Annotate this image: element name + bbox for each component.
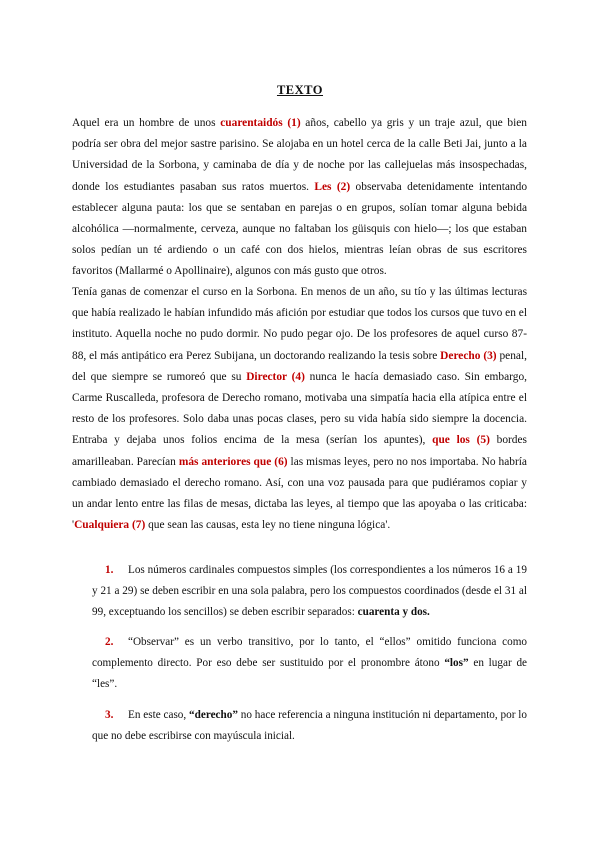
note-body xyxy=(92,632,527,695)
note-bold: cuarenta y dos. xyxy=(357,606,430,618)
error-mark-6: más anteriores que (6) xyxy=(178,455,288,468)
note-item-2 xyxy=(72,632,527,695)
text-run: que sean las causas, esta ley no tiene ninguna lógica'. xyxy=(145,519,391,532)
paragraph-1 xyxy=(72,113,527,283)
error-mark-2: Les (2) xyxy=(314,180,351,193)
note-number: 2. xyxy=(105,636,114,648)
note-text: Los números cardinales compuestos simples (los correspondientes a los números 16 a 19 y 21 a 29) se deben escribir en una sola palabra, pero los compuestos coordinados (desde el 31 al 99, exceptuando los sencillos) se deben escribir separados: xyxy=(92,564,527,618)
text-run: las mismas leyes, pero no nos importaba. No habría cambiado demasiado el derecho romano. Así, con una voz pausada para que pudiéramos copiar y un andar lento entre las filas de mesas, dictaba las leyes, al tiempo que las apoyaba o las criticaba: ' xyxy=(72,455,527,532)
note-item-3 xyxy=(72,705,527,747)
text-run: Tenía ganas de comenzar el curso en la Sorbona. En menos de un año, su tío y las últimas lecturas que había realizado le habían infundido más afición por estudiar que todos los cursos que tuvo en el instituto. Aquella noche no pudo dormir. No pudo pegar ojo. De los profesores de aquel curso 87-88, el más antipático era Perez Subijana, un doctorando realizando la tesis sobre xyxy=(72,286,527,362)
note-number: 1. xyxy=(105,564,114,576)
text-run: penal, del que siempre se rumoreó que su xyxy=(72,349,527,383)
note-text: En este caso, xyxy=(128,709,190,721)
note-number: 3. xyxy=(105,709,114,721)
text-run: Aquel era un hombre de unos xyxy=(72,117,221,129)
note-bold: “los” xyxy=(444,657,469,669)
note-after: no hace referencia a ninguna institución ni departamento, por lo que no debe escribirse con mayúscula inicial. xyxy=(92,709,527,742)
note-body xyxy=(92,560,527,623)
error-mark-7: Cualquiera (7) xyxy=(74,519,146,532)
text-run: nunca le hacía demasiado caso. Sin embargo, Carme Ruscalleda, profesora de Derecho romano, motivaba una simpatía hacia ella atípica entre el resto de los profesores. Solo daba unas pocas clases, pero su vida había sido siempre la docencia. Entraba y dejaba unos folios encima de la mesa (serían los apuntes), xyxy=(72,370,527,447)
note-text: “Observar” es un verbo transitivo, por lo tanto, el “ellos” omitido funciona como complemento directo. Por eso debe ser sustituido por el pronombre átono xyxy=(92,636,527,669)
note-body xyxy=(92,705,527,747)
error-mark-1: cuarentaidós (1) xyxy=(220,117,301,129)
error-mark-5: que los (5) xyxy=(432,434,490,447)
text-run: observaba detenidamente intentando establecer alguna pauta: los que se sentaban en parejas o en grupos, solían tomar alguna bebida alcohólica —normalmente, cerveza, aunque no faltaban los güisquis con hielo—; los que estaban solos pedían un té ardiendo o un café con dos hielos, mientras leían obras de sus escritores favoritos (Mallarmé o Apollinaire), algunos con más gusto que otros. xyxy=(72,180,528,278)
error-mark-3: Derecho (3) xyxy=(440,349,497,362)
paragraph-2 xyxy=(72,282,527,536)
error-mark-4: Director (4) xyxy=(246,370,305,383)
note-item-1 xyxy=(72,560,527,623)
page-title: TEXTO xyxy=(276,83,324,97)
text-run: años, cabello ya gris y un traje azul, que bien podría ser obra del mejor sastre parisino. Se alojaba en un hotel cerca de la calle Beti Jai, junto a la Universidad de la Sorbona, y caminaba de día y de noche por las callejuelas más insospechadas, donde los estudiantes pasaban sus ratos muertos. xyxy=(72,117,527,193)
text-run: bordes amarilleaban. Parecían xyxy=(72,434,527,468)
note-bold: “derecho” xyxy=(189,709,238,721)
note-after: en lugar de “les”. xyxy=(92,657,528,690)
